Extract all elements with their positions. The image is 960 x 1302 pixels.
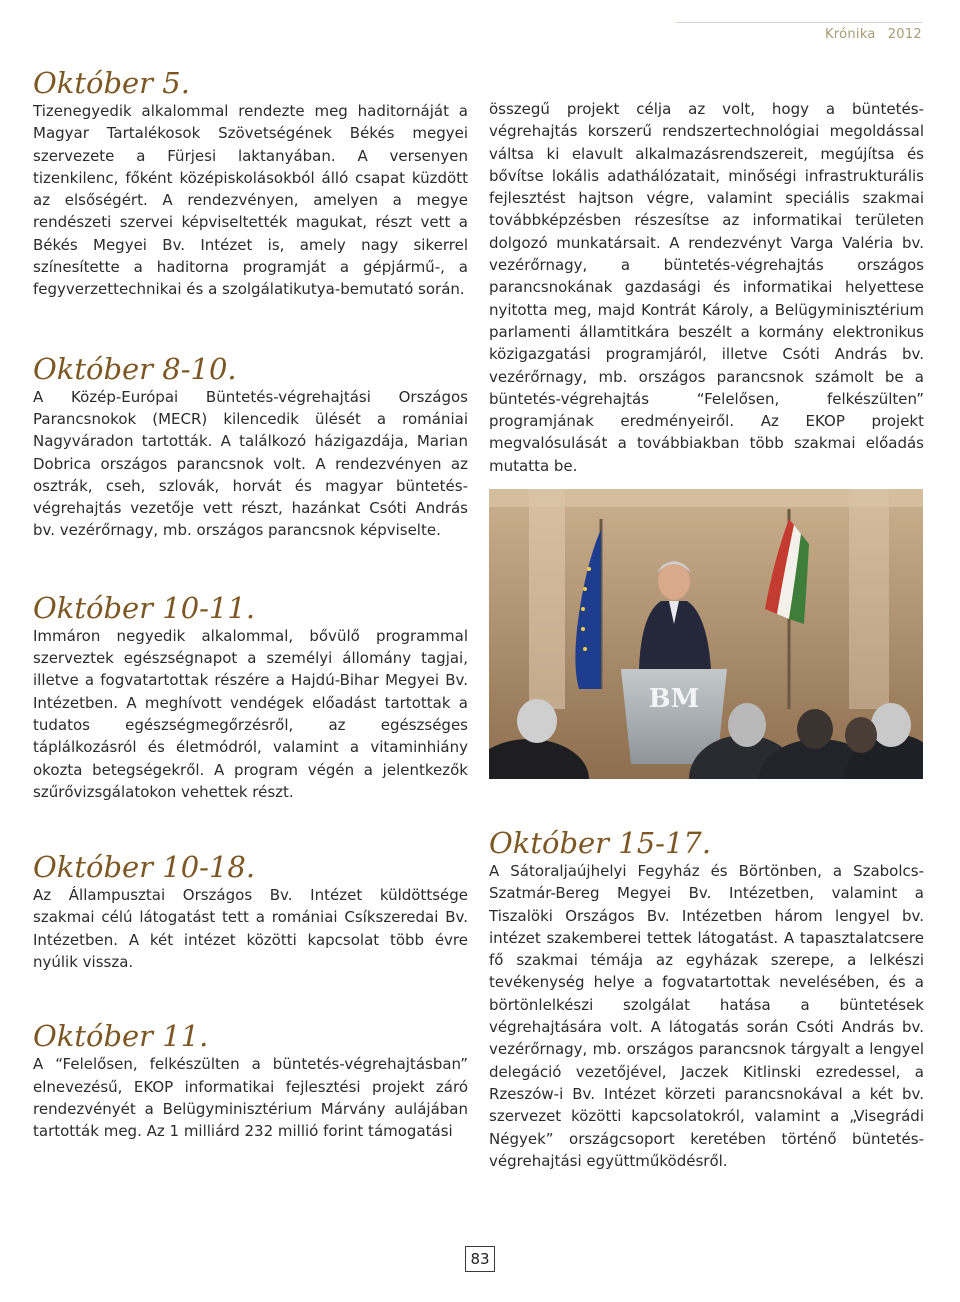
page-number: 83 <box>465 1246 495 1272</box>
section-title: Október 5. <box>33 66 190 100</box>
left-column <box>33 66 468 1143</box>
header-year: 2012 <box>887 27 922 42</box>
section-text: A Közép-Európai Büntetés-végrehajtási Országos Parancsnokok (MECR) kilencedik ülését a romániai Nagyváradon tartották. A találkozó házigazdája, Marian Dobrica országos parancsnok volt. A rendezvényen az osztrák, cseh, szlovák, horvát és magyar büntetés-végrehajtás vezetője vett részt, hazánkat Csóti András bv. vezérőrnagy, mb. országos parancsnok képviselte. <box>33 387 468 540</box>
section-text: Az Állampusztai Országos Bv. Intézet küldöttsége szakmai célú látogatást tett a romániai Csíkszeredai Bv. Intézetben. A két intézet közötti kapcsolat több évre nyúlik vissza. <box>33 886 468 972</box>
section-oktober-10-11 <box>33 591 468 803</box>
section-text: Tizenegyedik alkalommal rendezte meg haditornáját a Magyar Tartalékosok Szövetségének Békés megyei szervezete a Fürjesi laktanyában. A versenyen tizenkilenc, főként középiskolásokból álló csapat küzdött az elsőségért. A rendezvényen, amelyen a megye rendészeti szervei képviseltették magukat, részt vett a Békés Megyei Bv. Intézet is, amely nagy sikerrel színesítette a haditorna programját a gépjármű-, a fegyverzettechnikai és a szolgálatikutya-bemutató során. <box>33 102 468 299</box>
section-title: Október 8-10. <box>33 351 237 386</box>
section-title: Október 11. <box>33 1019 209 1054</box>
section-text: Immáron negyedik alkalommal, bővülő programmal szerveztek egészségnapot a személyi állomány tagjai, illetve a fogvatartottak részére a Hajdú-Bihar Megyei Bv. Intézetben. A meghívott vendégek előadást tartottak a tudatos egészségmegőrzésről, az egészséges táplálkozásról és életmódról, valamint a vitaminhiány okozta betegségekről. A program végén a jelentkezők szűrővizsgálatokon vehettek részt. <box>33 626 468 801</box>
header-rule <box>676 22 922 23</box>
section-title: Október 10-11. <box>33 590 256 625</box>
section-oktober-15-17 <box>489 826 924 1172</box>
header-section: Krónika <box>824 27 876 42</box>
section-oktober-11 <box>33 1019 468 1142</box>
section-title: Október 15-17. <box>489 826 712 860</box>
podium-text: BM <box>648 684 700 714</box>
event-photo <box>489 489 923 779</box>
section-text: A Sátoraljaújhelyi Fegyház és Börtönben, a Szabolcs-Szatmár-Bereg Megyei Bv. Intézetben, valamint a Tiszalöki Országos Bv. Intézetben három lengyel bv. intézet szakemberei tettek látogatást. A tapasztalatcsere fő szakmai témája az egyházak szerepe, a lelkészi tevékenység helye a fogvatartottak nevelésében, és a börtönlelkészi szolgálat hatása a büntetések végrehajtására volt. A látogatás során Csóti András bv. vezérőrnagy, mb. országos parancsnok tárgyalt a lengyel delegáció vezetőjével, Jaczek Kitlinski ezredessel, a Rzeszów-i Bv. Intézet körzeti parancsnokával a két bv. szervezet közötti kapcsolatokról, valamint a „Visegrádi Négyek” országcsoport keretében történő büntetés-végrehajtási együttműködésről. <box>489 862 924 1170</box>
section-oktober-8-10 <box>33 352 468 542</box>
section-title: Október 10-18. <box>33 850 256 885</box>
running-header <box>825 27 922 42</box>
section-oktober-10-18 <box>33 850 468 973</box>
section-text: A “Felelősen, felkészülten a büntetés-végrehajtásban” elnevezésű, EKOP informatikai fejlesztési projekt záró rendezvényét a Belügyminisztérium Márvány aulájában tartották meg. Az 1 milliárd 232 millió forint támogatási <box>33 1055 468 1141</box>
right-column-continuation <box>489 98 924 477</box>
section-oktober-5 <box>33 66 468 301</box>
continuation-text: összegű projekt célja az volt, hogy a büntetés-végrehajtás korszerű rendszertechnológiai megoldással váltsa ki elavult alkalmazásrendszereit, megújítsa és bővítse lokális adathálózatait, minőségi infrastrukturális fejlesztést hajtson végre, valamint speciális szakmai továbbképzésben részesítse az informatikai területen dolgozó munkatársait. A rendezvényt Varga Valéria bv. vezérőrnagy, a büntetés-végrehajtás országos parancsnokának gazdasági és informatikai helyettese nyitotta meg, majd Kontrát Károly, a Belügyminisztérium parlamenti államtitkára beszélt a kormány elektronikus közigazgatási programjáról, illetve Csóti András bv. vezérőrnagy, mb. országos parancsnok számolt be a büntetés-végrehajtás “Felelősen, felkészülten” programjának eredményeiről. Az EKOP projekt megvalósulását a továbbiakban több szakmai előadás mutatta be. <box>489 100 924 475</box>
